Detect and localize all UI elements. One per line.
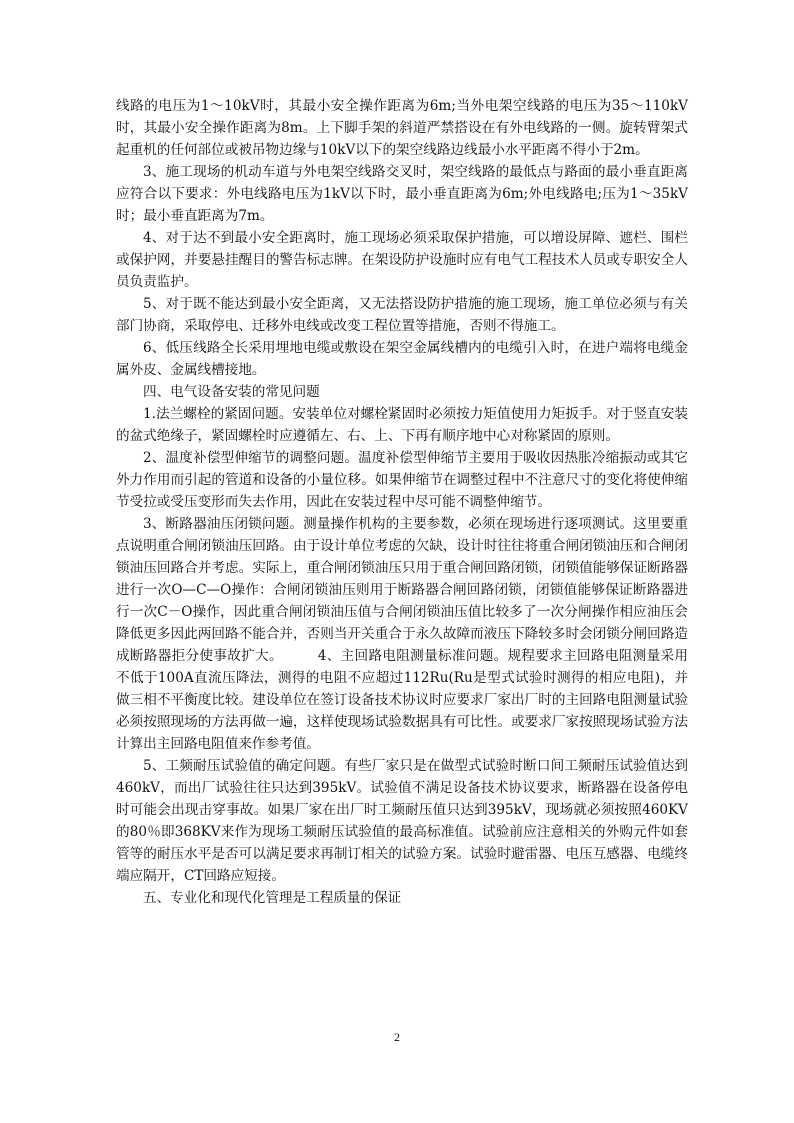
paragraph: 4、对于达不到最小安全距离时，施工现场必须采取保护措施，可以增设屏障、遮栏、围栏或保护网，并要悬挂醒目的警告标志牌。在架设防护设施时应有电气工程技术人员或专职安全人员负责监护。: [116, 230, 688, 290]
section-heading: 四、电气设备安装的常见问题: [143, 384, 320, 400]
paragraph: 1.法兰螺栓的紧固问题。安装单位对螺栓紧固时必须按力矩值使用力矩扳手。对于竖直安装的盆式绝缘子，紧固螺栓时应遵循左、右、上、下再有顺序地中心对称紧固的原则。: [116, 406, 688, 444]
paragraph: 线路的电压为1～10kV时，其最小安全操作距离为6m;当外电架空线路的电压为35～110kV时，其最小安全操作距离为8m。上下脚手架的斜道严禁搭设在有外电线路的一侧。旋转臂架式起重机的任何部位或被吊物边缘与10kV以下的架空线路边线最小水平距离不得小于2m。: [116, 98, 688, 158]
paragraph: 5、工频耐压试验值的确定问题。有些厂家只是在做型式试验时断口间工频耐压试验值达到460kV，而出厂试验往往只达到395kV。试验值不满足设备技术协议要求，断路器在设备停电时可能会出现击穿事故。如果厂家在出厂时工频耐压值只达到395kV，现场就必须按照460KV的80％即368KV来作为现场工频耐压试验值的最高标准值。试验前应注意相关的外购元件如套管等的耐压水平是否可以满足要求再制订相关的试验方案。试验时避雷器、电压互感器、电缆终端应隔开，CT回路应短接。: [116, 758, 688, 884]
paragraph: 2、温度补偿型伸缩节的调整问题。温度补偿型伸缩节主要用于吸收因热胀冷缩振动或其它外力作用而引起的管道和设备的小量位移。如果伸缩节在调整过程中不注意尺寸的变化将使伸缩节受拉或受压变形而失去作用，因此在安装过程中尽可能不调整伸缩节。: [116, 450, 688, 510]
body-text: [116, 95, 688, 909]
page-number: 2: [394, 1030, 400, 1044]
section-heading: 五、专业化和现代化管理是工程质量的保证: [143, 890, 402, 906]
paragraph: 3、断路器油压闭锁问题。测量操作机构的主要参数，必须在现场进行逐项测试。这里要重点说明重合闸闭锁油压回路。由于设计单位考虑的欠缺，设计时往往将重合闸闭锁油压和合闸闭锁油压回路合并考虑。实际上，重合闸闭锁油压只用于重合闸回路闭锁，闭锁值能够保证断路器进行一次O—C—O操作：合闸闭锁油压则用于断路器合闸回路闭锁，闭锁值能够保证断路器进行一次C－O操作，因此重合闸闭锁油压值与合闸闭锁油压值比较多了一次分闸操作相应油压会降低更多因此两回路不能合并，否则当开关重合于永久故障而液压下降较多时会闭锁分闸回路造成断路器拒分使事故扩大。 4、主回路电阻测量标准问题。规程要求主回路电阻测量采用不低于100A直流压降法，测得的电阻不应超过112Ru(Ru是型式试验时测得的相应电阻)，并做三相不平衡度比较。建设单位在签订设备技术协议时应要求厂家出厂时的主回路电阻测量试验必须按照现场的方法再做一遍，这样使现场试验数据具有可比性。或要求厂家按照现场试验方法计算出主回路电阻值来作参考值。: [116, 516, 688, 752]
paragraph: 6、低压线路全长采用埋地电缆或敷设在架空金属线槽内的电缆引入时，在进户端将电缆金属外皮、金属线槽接地。: [116, 340, 688, 378]
paragraph: 5、对于既不能达到最小安全距离，又无法搭设防护措施的施工现场，施工单位必须与有关部门协商，采取停电、迁移外电线或改变工程位置等措施，否则不得施工。: [116, 296, 688, 334]
paragraph: 3、施工现场的机动车道与外电架空线路交叉时，架空线路的最低点与路面的最小垂直距离应符合以下要求：外电线路电压为1kV以下时，最小垂直距离为6m;外电线路电;压为1～35kV时；最小垂直距离为7m。: [116, 164, 688, 224]
